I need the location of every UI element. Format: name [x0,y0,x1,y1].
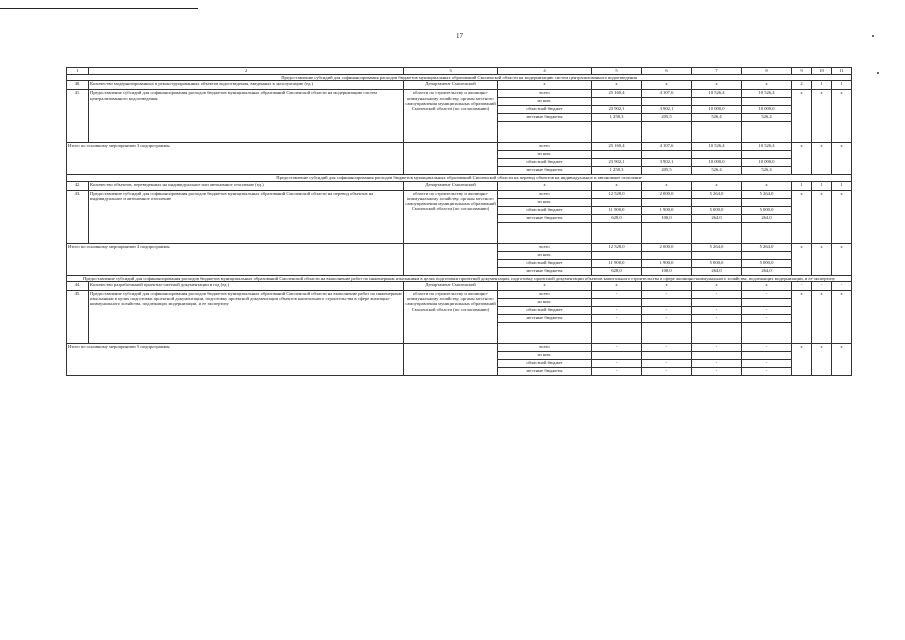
amount-cell: - [742,314,792,322]
amount-cell: 12 528,0 [592,190,642,198]
row-number: 45. [67,290,89,343]
column-number: 7 [692,68,742,75]
value-cell: 1 [812,81,832,90]
amount-cell: 100,0 [642,214,692,222]
amount-cell [642,251,692,259]
column-number: 1 [67,68,89,75]
column-number: 6 [642,68,692,75]
total-row [67,243,852,251]
funding-source: всего [498,343,592,351]
row-number: 44. [67,281,89,290]
funding-source: из них: [498,251,592,259]
funding-source: из них: [498,151,592,159]
empty-cell [592,222,642,243]
amount-cell [642,198,692,206]
amount-cell [592,251,642,259]
amount-cell: - [742,290,792,298]
amount-cell: 1 900,0 [642,259,692,267]
value-cell: х [592,81,642,90]
section-title: Предоставление субсидий для софинансирования расходов бюджетов муниципальных образований Смоленской области на перевод объектов на индивидуальное и автономное отопление [67,175,852,181]
funding-source: областной бюджет [498,306,592,314]
empty-cell [642,222,692,243]
amount-cell: - [742,306,792,314]
indicator-text: Количество модернизированных в реконструированных объектов водоотведения, введенных в эксплуатацию (ед.) [89,81,404,90]
value-cell: х [692,81,742,90]
value-cell: х [642,181,692,190]
amount-cell: 264,0 [742,267,792,275]
amount-cell: - [692,314,742,322]
value-cell: х [792,243,812,275]
funding-source: из них: [498,298,592,306]
value-cell: х [812,143,832,175]
amount-cell: 526,4 [692,167,742,175]
value-cell: х [792,343,812,375]
value-cell: х [792,190,812,243]
amount-cell: - [742,367,792,375]
amount-cell [692,98,742,106]
amount-cell: - [592,314,642,322]
empty-cell [642,122,692,143]
value-cell: х [692,181,742,190]
amount-cell [742,98,792,106]
amount-cell: 5 264,0 [692,190,742,198]
top-rule [0,8,198,9]
amount-cell: 4 107,6 [642,143,692,151]
empty-cell [642,322,692,343]
amount-cell: - [642,367,692,375]
value-cell: х [812,343,832,375]
amount-cell: 5 000,0 [692,206,742,214]
value-cell: 1 [812,181,832,190]
amount-cell: 10 000,0 [692,159,742,167]
amount-cell: 628,0 [592,214,642,222]
funding-source: областной бюджет [498,259,592,267]
amount-cell: 5 264,0 [692,243,742,251]
value-cell: х [792,290,812,343]
amount-cell [692,351,742,359]
value-cell: х [498,181,592,190]
amount-cell: - [692,343,742,351]
scan-speck [877,72,879,74]
empty-cell [498,222,592,243]
funding-source: областной бюджет [498,159,592,167]
value-cell: 1 [792,181,812,190]
amount-cell: - [692,367,742,375]
total-row [67,343,852,351]
funding-source: местные бюджеты [498,214,592,222]
section-title-row [67,275,852,281]
amount-cell [642,98,692,106]
value-cell: х [832,243,852,275]
value-cell: х [592,181,642,190]
empty-cell [404,243,498,275]
amount-cell: - [592,359,642,367]
executor-cell: области по строительству и жилищно-коммунальному хозяйству, органы местного самоуправления муниципальных образований Смоленской области (по согласованию) [404,90,498,143]
value-cell: х [832,90,852,143]
amount-cell [692,151,742,159]
empty-cell [404,143,498,175]
amount-cell: 23 902,1 [592,106,642,114]
amount-cell: - [642,359,692,367]
amount-cell: - [592,290,642,298]
column-number: 3 [404,68,498,75]
empty-cell [692,122,742,143]
amount-cell: 10 526,4 [742,90,792,98]
value-cell: х [642,281,692,290]
indicator-row [67,81,852,90]
value-cell: - [792,281,812,290]
funding-source: местные бюджеты [498,114,592,122]
total-label: Итого по основному мероприятию 3 подпрограммы [67,143,404,175]
amount-cell: 10 000,0 [692,106,742,114]
value-cell: х [742,181,792,190]
column-number: 9 [792,68,812,75]
funding-source: областной бюджет [498,106,592,114]
amount-cell: - [642,290,692,298]
action-text: Предоставление субсидий для софинансирования расходов бюджетов муниципальных образований Смоленской области на выполнение работ по инженерным изысканиям в целях подготовки проектной документации, подготовку проектной документации объектов капитального строительства в сфере жилищно-коммунального хозяйства, подлежащих модернизации, и ее экспертизу [89,290,404,343]
value-cell: х [742,81,792,90]
value-cell: х [812,290,832,343]
page-number: 17 [456,32,463,40]
empty-cell [498,122,592,143]
empty-cell [742,322,792,343]
amount-cell: - [742,343,792,351]
amount-cell: 526,4 [692,114,742,122]
amount-cell: 11 900,0 [592,206,642,214]
column-number: 5 [592,68,642,75]
value-cell: х [692,281,742,290]
amount-cell: 10 000,0 [742,106,792,114]
amount-cell [742,298,792,306]
amount-cell: 205,5 [642,167,692,175]
section-title: Предоставление субсидий для софинансирования расходов бюджетов муниципальных образований Смоленской области на модернизацию систем централизованного водоотведения [67,75,852,81]
amount-cell [742,198,792,206]
section-title: Предоставление субсидий для софинансирования расходов бюджетов муниципальных образований Смоленской области на выполнение работ по инженерным изысканиям в целях подготовки проектной документации, подготовку проектной документации объектов капитального строительства в сфере жилищно-коммунального хозяйства, подлежащих модернизации, и ее экспертизу [67,275,852,281]
row-number: 40. [67,81,89,90]
value-cell: х [592,281,642,290]
column-number: 11 [832,68,852,75]
amount-cell: 5 000,0 [692,259,742,267]
budget-table [66,67,852,376]
amount-cell: - [692,306,742,314]
amount-cell: 2 000,0 [642,190,692,198]
value-cell: х [498,281,592,290]
table-body [67,68,852,376]
column-number: 10 [812,68,832,75]
executor-cell: Департамент Смоленской [404,81,498,90]
amount-cell: 1 258,3 [592,114,642,122]
funding-source: местные бюджеты [498,267,592,275]
amount-cell: 526,4 [742,114,792,122]
row-number: 43. [67,190,89,243]
executor-cell: Департамент Смоленской [404,281,498,290]
funding-source: местные бюджеты [498,367,592,375]
row-number: 42. [67,181,89,190]
empty-cell [404,343,498,375]
amount-cell: 100,0 [642,267,692,275]
funding-source: всего [498,143,592,151]
amount-cell: - [642,314,692,322]
amount-cell: - [742,359,792,367]
scan-speck [872,35,874,37]
amount-cell: - [592,367,642,375]
amount-cell: - [692,359,742,367]
amount-cell [692,298,742,306]
amount-cell: - [642,343,692,351]
amount-cell: 1 900,0 [642,206,692,214]
value-cell: х [832,290,852,343]
value-cell: х [742,281,792,290]
amount-cell: 205,5 [642,114,692,122]
amount-cell [692,198,742,206]
funding-source: из них: [498,198,592,206]
funding-source: областной бюджет [498,206,592,214]
funding-source: всего [498,290,592,298]
funding-source: всего [498,243,592,251]
amount-cell: 10 526,4 [692,90,742,98]
total-label: Итого по основному мероприятию 5 подпрограммы [67,343,404,375]
amount-cell: 5 264,0 [742,243,792,251]
empty-cell [742,122,792,143]
amount-cell [642,298,692,306]
value-cell: х [792,90,812,143]
funding-source: местные бюджеты [498,314,592,322]
value-cell: х [642,81,692,90]
amount-cell: 5 000,0 [742,206,792,214]
empty-cell [692,322,742,343]
amount-cell [592,351,642,359]
amount-cell [642,151,692,159]
column-number: 2 [89,68,404,75]
column-number: 4 [498,68,592,75]
total-row [67,143,852,151]
value-cell: х [832,143,852,175]
amount-cell: 12 528,0 [592,243,642,251]
funding-source: всего [498,190,592,198]
action-row [67,290,852,298]
indicator-row [67,281,852,290]
amount-cell [742,251,792,259]
amount-cell [592,298,642,306]
amount-cell [592,98,642,106]
funding-source: областной бюджет [498,359,592,367]
action-row [67,190,852,198]
amount-cell: - [592,343,642,351]
value-cell: 2 [792,81,812,90]
funding-source: из них: [498,351,592,359]
amount-cell: - [692,290,742,298]
row-number: 41. [67,90,89,143]
amount-cell: - [592,306,642,314]
value-cell: х [812,243,832,275]
amount-cell [742,151,792,159]
executor-cell: области по строительству и жилищно-коммунальному хозяйству, органы местного самоуправления муниципальных образований Смоленской области (по согласованию) [404,190,498,243]
action-row [67,90,852,98]
total-label: Итого по основному мероприятию 4 подпрограммы [67,243,404,275]
amount-cell: 25 160,4 [592,90,642,98]
value-cell: 1 [832,81,852,90]
amount-cell: 3 902,1 [642,106,692,114]
value-cell: х [832,343,852,375]
amount-cell: 2 000,0 [642,243,692,251]
amount-cell: 628,0 [592,267,642,275]
amount-cell: 264,0 [692,214,742,222]
value-cell: х [832,190,852,243]
funding-source: местные бюджеты [498,167,592,175]
value-cell: - [812,281,832,290]
funding-source: всего [498,90,592,98]
amount-cell: 10 526,4 [742,143,792,151]
amount-cell: 10 526,4 [692,143,742,151]
column-number-row [67,68,852,75]
amount-cell: 23 902,1 [592,159,642,167]
amount-cell [692,251,742,259]
executor-cell: Департамент Смоленской [404,181,498,190]
value-cell: х [812,190,832,243]
amount-cell: 11 900,0 [592,259,642,267]
value-cell: х [792,143,812,175]
indicator-row [67,181,852,190]
indicator-text: Количество объектов, переведенных на индивидуальное или автономное отопление (ед.) [89,181,404,190]
amount-cell [642,351,692,359]
empty-cell [742,222,792,243]
value-cell: х [498,81,592,90]
column-number: 8 [742,68,792,75]
amount-cell: 526,4 [742,167,792,175]
empty-cell [498,322,592,343]
amount-cell: 264,0 [742,214,792,222]
amount-cell: 10 000,0 [742,159,792,167]
empty-cell [692,222,742,243]
action-text: Предоставление субсидий для софинансирования расходов бюджетов муниципальных образований Смоленской области на перевод объектов на индивидуальное и автономное отопление [89,190,404,243]
funding-source: из них: [498,98,592,106]
value-cell: - [832,281,852,290]
action-text: Предоставление субсидий для софинансирования расходов бюджетов муниципальных образований Смоленской области на модернизацию систем централизованного водоотведения [89,90,404,143]
empty-cell [592,322,642,343]
executor-cell: области по строительству и жилищно-коммунальному хозяйству, органы местного самоуправления муниципальных образований Смоленской области (по согласованию) [404,290,498,343]
amount-cell: 264,0 [692,267,742,275]
amount-cell: 5 000,0 [742,259,792,267]
amount-cell: 1 258,3 [592,167,642,175]
amount-cell: 25 160,4 [592,143,642,151]
amount-cell: - [642,306,692,314]
amount-cell [592,151,642,159]
value-cell: х [812,90,832,143]
empty-cell [592,122,642,143]
amount-cell: 5 264,0 [742,190,792,198]
indicator-text: Количество разработанной проектно-сметной документации в год (ед.) [89,281,404,290]
amount-cell: 4 107,6 [642,90,692,98]
amount-cell [742,351,792,359]
amount-cell [592,198,642,206]
amount-cell: 3 902,1 [642,159,692,167]
value-cell: 1 [832,181,852,190]
